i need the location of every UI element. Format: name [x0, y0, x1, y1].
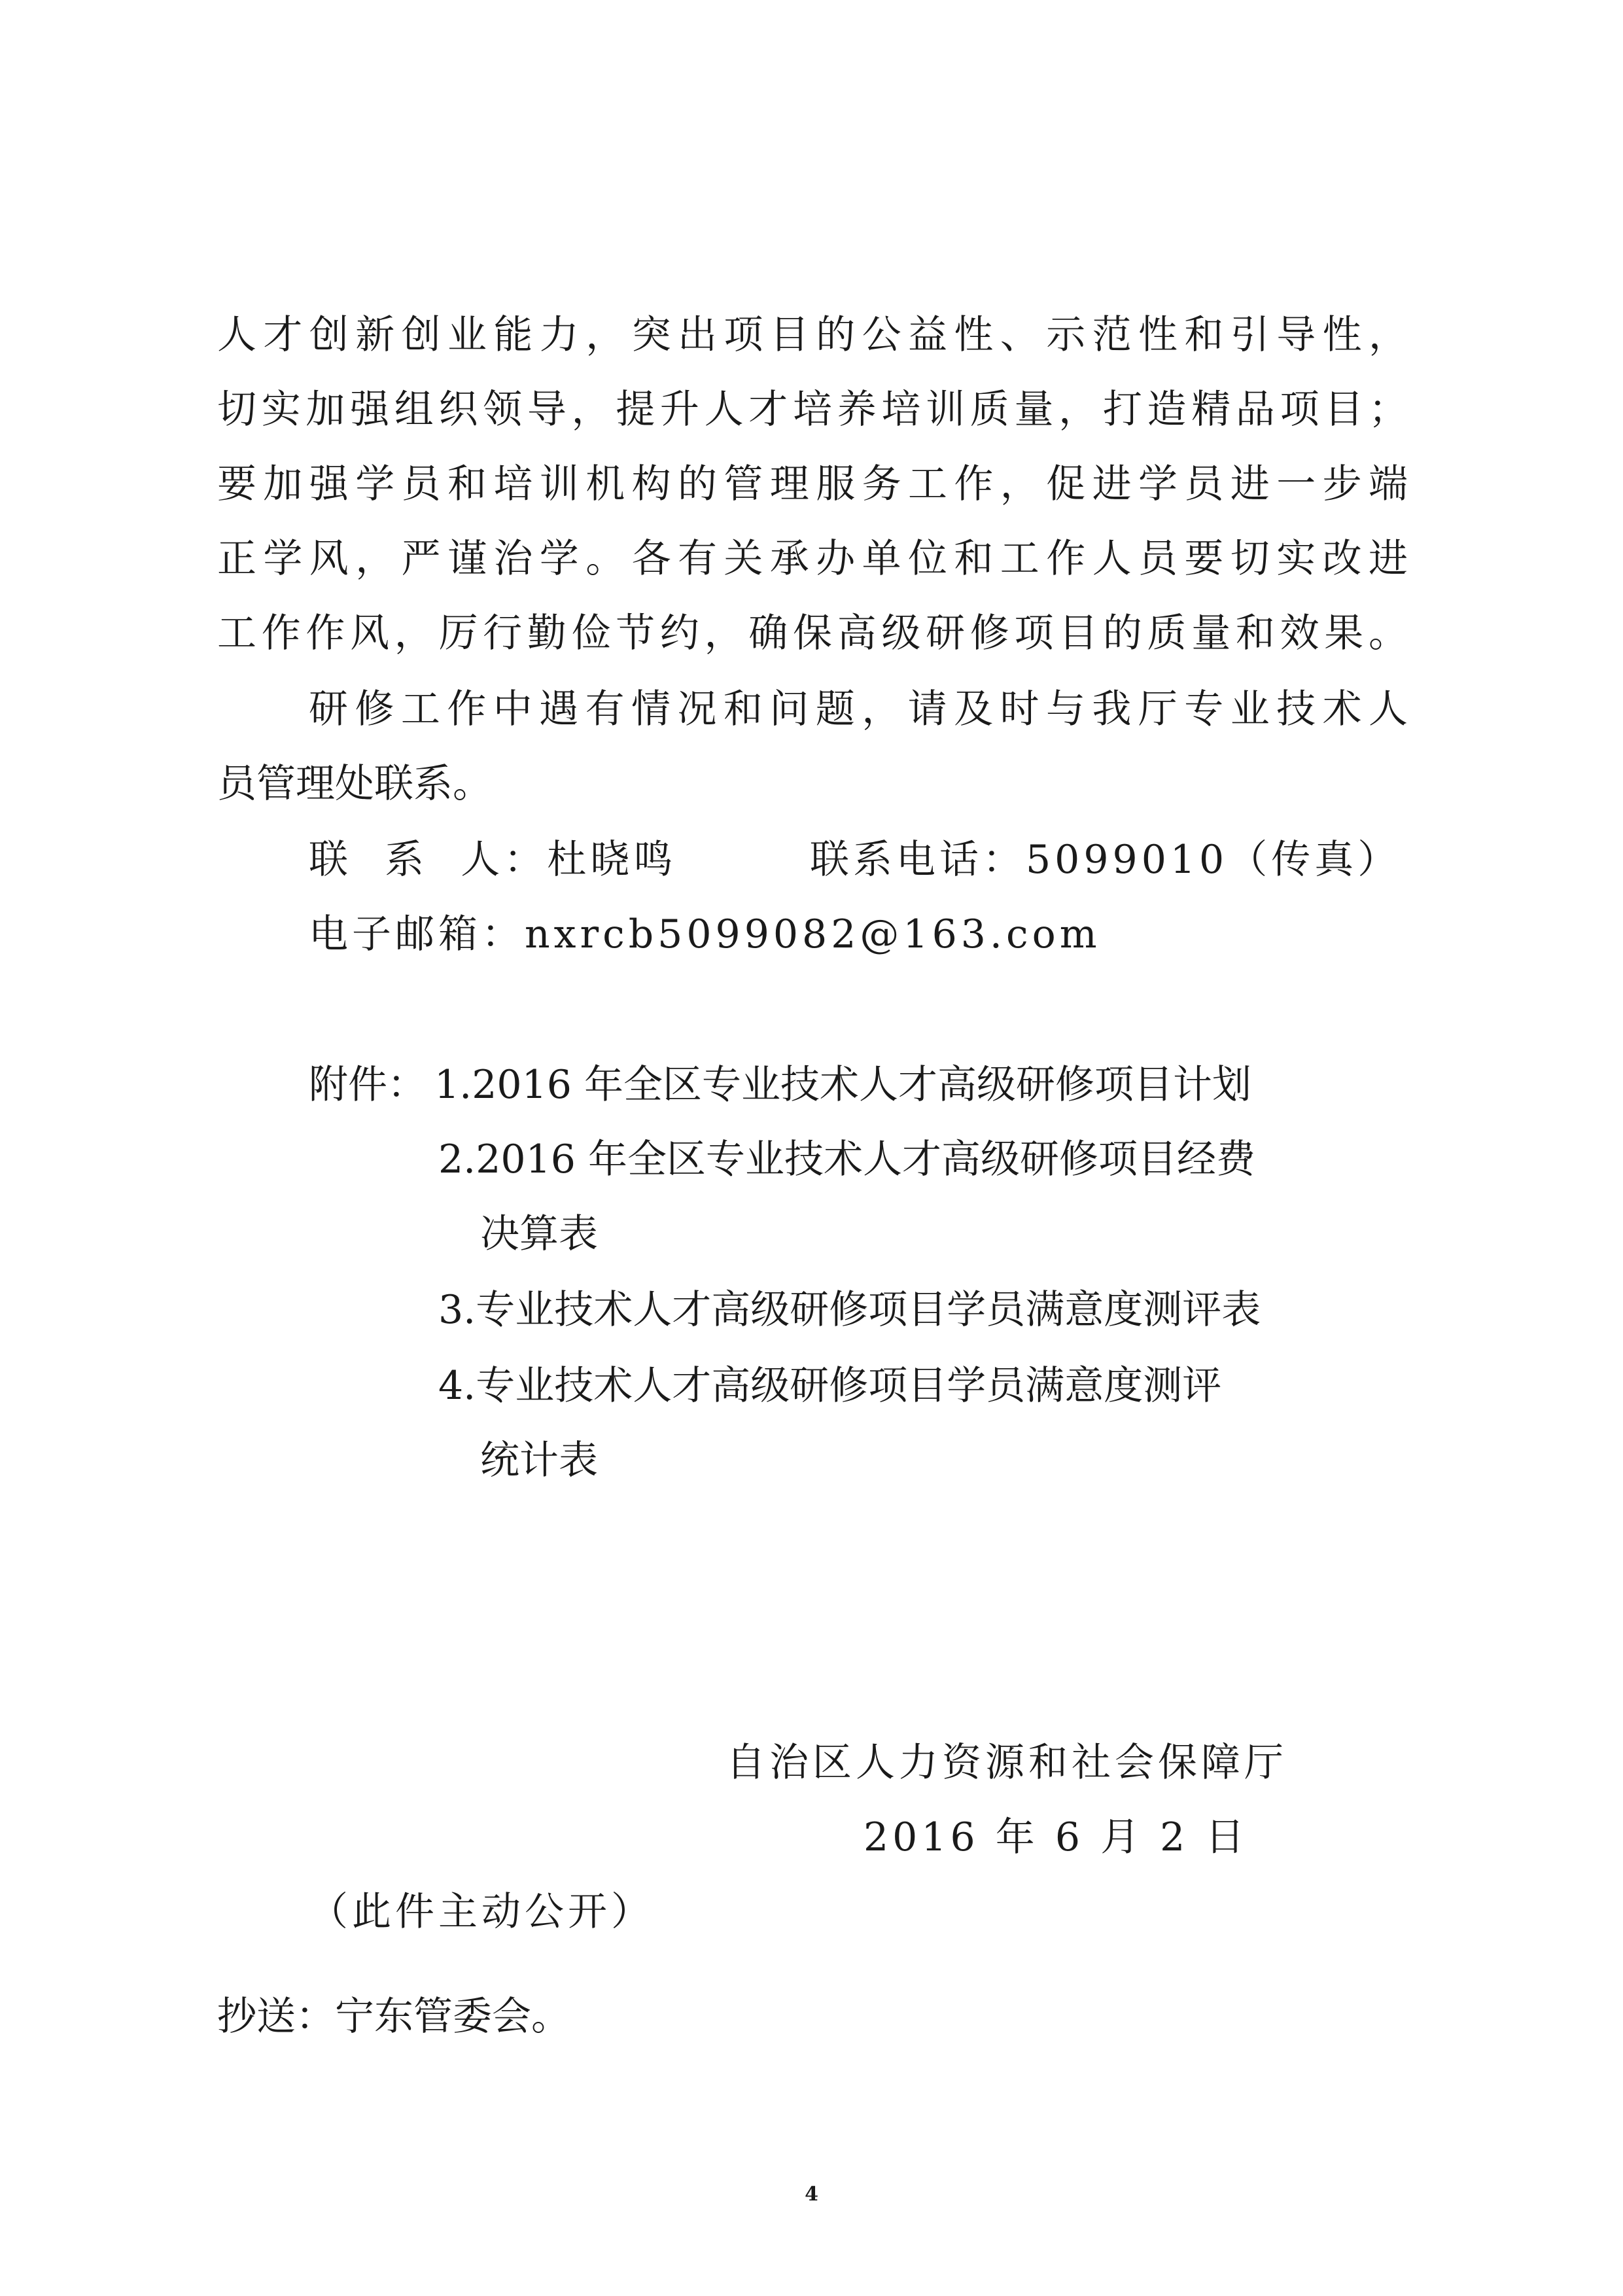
public-disclosure-note: （此件主动公开） — [309, 1889, 654, 1935]
attachment-item-4-cont: 统计表 — [480, 1438, 598, 1483]
body-line-5: 工作作风，厉行勤俭节约，确保高级研修项目的质量和效果。 — [217, 610, 1408, 656]
attachment-item-2-cont: 决算表 — [480, 1211, 598, 1257]
signature-org: 自治区人力资源和社会保障厅 — [726, 1740, 1287, 1786]
attachment-item-4: 4.专业技术人才高级研修项目学员满意度测评 — [438, 1363, 1222, 1409]
cc-line: 抄送：宁东管委会。 — [217, 1994, 570, 2040]
contact-person: 联 系 人：杜晓鸣 — [309, 837, 677, 883]
attachment-item-1: 1.2016 年全区专业技术人才高级研修项目计划 — [434, 1062, 1252, 1108]
body-line-3: 要加强学员和培训机构的管理服务工作，促进学员进一步端 — [217, 461, 1408, 507]
para2-line-1: 研修工作中遇有情况和问题，请及时与我厅专业技术人 — [309, 686, 1408, 732]
attachments-label: 附件： — [309, 1062, 427, 1108]
attachment-item-2: 2.2016 年全区专业技术人才高级研修项目经费 — [438, 1137, 1256, 1182]
contact-phone: 联系电话：5099010（传真） — [810, 837, 1401, 883]
body-line-2: 切实加强组织领导，提升人才培养培训质量，打造精品项目； — [217, 387, 1408, 433]
contact-email: 电子邮箱：nxrcb5099082@163.com — [309, 911, 1101, 957]
attachment-item-3: 3.专业技术人才高级研修项目学员满意度测评表 — [438, 1287, 1261, 1333]
para2-line-2: 员管理处联系。 — [217, 761, 492, 807]
body-line-1: 人才创新创业能力，突出项目的公益性、示范性和引导性， — [217, 312, 1408, 358]
page-number: 4 — [805, 2183, 818, 2206]
signature-date: 2016 年 6 月 2 日 — [864, 1814, 1249, 1860]
body-line-4: 正学风，严谨治学。各有关承办单位和工作人员要切实改进 — [217, 536, 1408, 582]
